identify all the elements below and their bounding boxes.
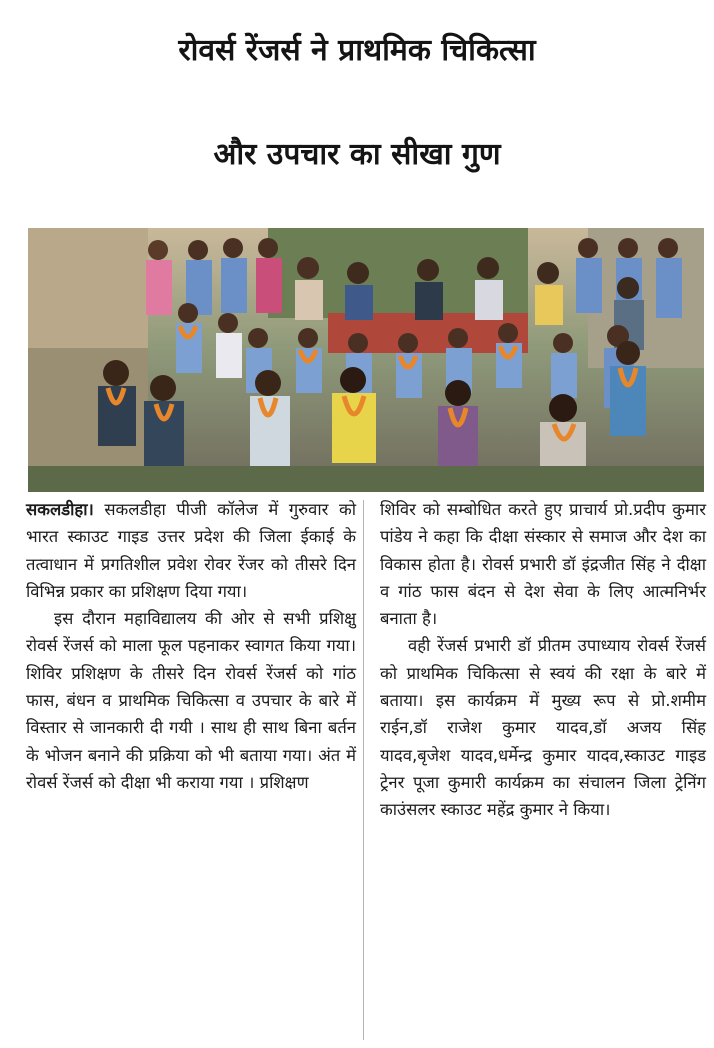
paragraph-text: सकलडीहा पीजी कॉलेज में गुरुवार को भारत स्काउट गाइड उत्तर प्रदेश की जिला ईकाई के तत्वाधान में प्रगतिशील प्रवेश रोवर रेंजर को तीसरे दिन विभिन्न प्रकार का प्रशिक्षण दिया गया। xyxy=(26,500,356,601)
headline-line-2: और उपचार का सीखा गुण xyxy=(213,137,501,172)
dateline: सकलडीहा। xyxy=(26,500,94,519)
article-paragraph: वही रेंजर्स प्रभारी डॉ प्रीतम उपाध्याय रोवर्स रेंजर्स को प्राथमिक चिकित्सा से स्वयं की रक्षा के बारे में बताया। इस कार्यक्रम में मुख्य रूप से प्रो.शमीम राईन,डॉ राजेश कुमार यादव,डॉ अजय सिंह यादव,बृजेश यादव,धर्मेन्द्र कुमार यादव,स्काउट गाइड ट्रेनर पूजा कुमारी कार्यक्रम का संचालन जिला ट्रेनिंग काउंसलर स्काउट महेंद्र कुमार ने किया। xyxy=(380,636,706,820)
group-photo-scouts-garlands-icon xyxy=(28,228,704,492)
article-paragraph: शिविर को सम्बोधित करते हुए प्राचार्य प्रो.प्रदीप कुमार पांडेय ने कहा कि दीक्षा संस्कार से समाज और देश का विकास होता है। रोवर्स प्रभारी डॉ इंद्रजीत सिंह ने दीक्षा व गांठ फास बंदन से देश सेवा के लिए आत्मनिर्भर बनाता है। xyxy=(380,500,706,629)
article-column-right xyxy=(380,496,706,824)
headline-line-1: रोवर्स रेंजर्स ने प्राथमिक चिकित्सा xyxy=(178,33,536,68)
article-column-left xyxy=(26,496,356,796)
article-paragraph xyxy=(26,496,356,605)
article-paragraph: इस दौरान महाविद्यालय की ओर से सभी प्रशिक्षु रोवर्स रेंजर्स को माला फूल पहनाकर स्वागत किया गया। शिविर प्रशिक्षण के तीसरे दिन रोवर्स रेंजर्स को गांठ फास, बंधन व प्राथमिक चिकित्सा व उपचार के बारे में विस्तार से जानकारी दी गयी । साथ ही साथ बिना बर्तन के भोजन बनाने की प्रक्रिया को भी बताया गया। अंत में रोवर्स रेंजर्स को दीक्षा भी कराया गया । प्रशिक्षण xyxy=(26,609,356,792)
group-photo xyxy=(28,228,704,492)
column-divider xyxy=(363,500,364,1040)
